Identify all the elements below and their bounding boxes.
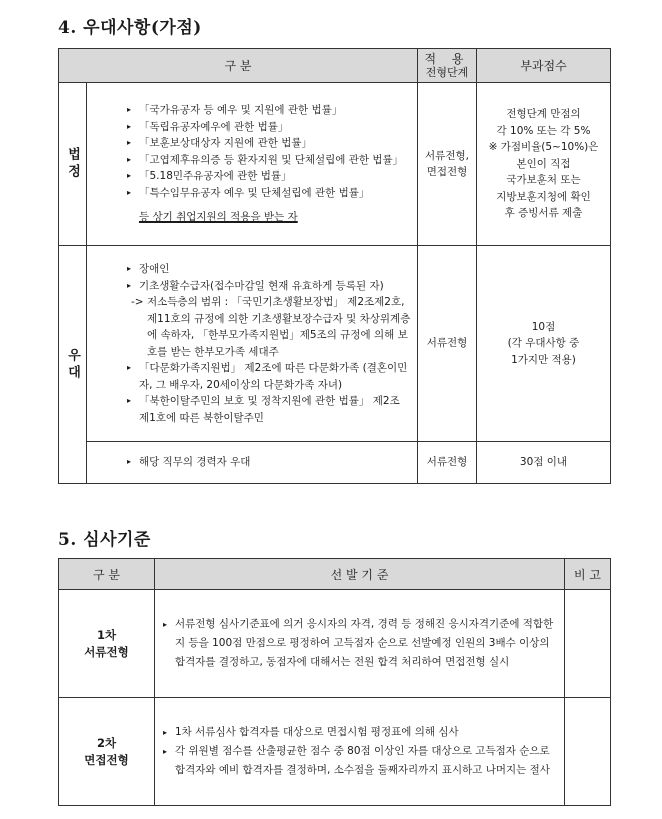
preferential-item: ▸ 「다문화가족지원법」 제2조에 따른 다문화가족 (결혼이민자, 그 배우자, 20세이상의 다문화가족 자녀)	[127, 360, 411, 393]
row2-label-line1: 2차	[96, 735, 117, 750]
header-stage-line2: 전형단계	[425, 65, 469, 79]
legal-points-cell	[477, 83, 611, 246]
arrow-icon: ->	[131, 296, 144, 308]
legal-label-cell	[59, 83, 87, 246]
legal-item: ▸ 「독립유공자예우에 관한 법률」	[127, 119, 409, 136]
legal-list	[127, 102, 409, 201]
header-category: 구 분	[59, 49, 418, 83]
legal-points-line: 국가보훈처 또는	[506, 174, 581, 187]
preference-table	[58, 48, 611, 484]
preferential-item: ▸ 기초생활수급자(접수마감일 현재 유효하게 등록된 자)	[127, 278, 411, 295]
row1-label-line2: 서류전형	[84, 644, 129, 659]
row1-criteria-list	[163, 615, 554, 672]
legal-points-line: 후 증빙서류 제출	[504, 207, 583, 220]
legal-item: ▸ 「보훈보상대상자 지원에 관한 법률」	[127, 135, 409, 152]
legal-items-cell	[87, 83, 418, 246]
preferential-label-cell	[59, 246, 87, 484]
legal-label: 법정	[65, 147, 80, 181]
row2-label-cell	[59, 698, 155, 806]
row2-criteria-list	[163, 723, 554, 780]
criteria-header-remarks: 비 고	[565, 559, 611, 590]
career-list	[127, 454, 411, 471]
criteria-item: ▸ 각 위원별 점수를 산출평균한 점수 중 80점 이상인 자를 대상으로 고득점자 순으로 합격자와 예비 합격자를 결정하며, 소수점을 둘째자리까지 표시하고 나머지는 절사	[163, 742, 554, 780]
career-item: ▸ 해당 직무의 경력자 우대	[127, 454, 411, 471]
career-cell	[87, 442, 418, 484]
legal-footer: 등 상기 취업지원의 적용을 받는 자	[139, 211, 298, 224]
row1-remarks-cell	[565, 590, 611, 698]
legal-item: ▸ 「특수임무유공자 예우 및 단체설립에 관한 법률」	[127, 185, 409, 202]
criteria-item: ▸ 1차 서류심사 합격자를 대상으로 면접시험 평정표에 의해 심사	[163, 723, 554, 742]
preferential-stage-cell: 서류전형	[418, 246, 477, 442]
legal-item: ▸ 「고엽제후유의증 등 환자지원 및 단체설립에 관한 법률」	[127, 152, 409, 169]
section4-title: 4. 우대사항(가점)	[58, 18, 202, 38]
legal-points-line: 지방보훈지청에 확인	[496, 190, 591, 203]
preferential-points-line: 10점	[531, 320, 556, 333]
row1-criteria-cell	[155, 590, 565, 698]
criteria-item: ▸ 서류전형 심사기준표에 의거 응시자의 자격, 경력 등 정해진 응시자격기준에 적합한지 등을 100점 만점으로 평정하여 고득점자 순으로 선발예정 인원의 3배수 이상의 합격자를 결정하고, 동점자에 대해서는 전원 합격 처리하여 면접전형 실시	[163, 615, 554, 672]
legal-points-line: 본인이 직접	[516, 157, 571, 170]
preferential-points-line: (각 우대사항 중	[507, 337, 580, 350]
preferential-item: ▸ 장애인	[127, 261, 411, 278]
criteria-header-criteria: 선 발 기 준	[155, 559, 565, 590]
criteria-table	[58, 558, 611, 806]
header-stage-line1: 적 용	[424, 51, 470, 66]
row2-label-line2: 면접전형	[84, 752, 129, 767]
preferential-list	[127, 261, 411, 294]
preferential-items-cell	[87, 246, 418, 442]
legal-item: ▸ 「5.18민주유공자에 관한 법률」	[127, 168, 409, 185]
legal-points-line: 각 10% 또는 각 5%	[496, 124, 591, 137]
legal-points-line: 전형단계 만점의	[506, 108, 581, 121]
preferential-sub	[127, 294, 411, 360]
preferential-item: ▸ 「북한이탈주민의 보호 및 정착지원에 관한 법률」 제2조 제1호에 따른 북한이탈주민	[127, 393, 411, 426]
row2-remarks-cell	[565, 698, 611, 806]
row1-label-line1: 1차	[96, 627, 117, 642]
section5-title: 5. 심사기준	[58, 530, 151, 550]
preferential-points-cell	[477, 246, 611, 442]
row2-criteria-cell	[155, 698, 565, 806]
career-points-cell: 30점 이내	[477, 442, 611, 484]
preferential-points-line: 1가지만 적용)	[511, 353, 576, 366]
preferential-label: 우대	[65, 347, 80, 382]
header-stage	[418, 49, 477, 83]
preferential-sub-text: 저소득층의 범위 : 「국민기초생활보장법」 제2조제2호, 제11호의 규정에 의한 기초생활보장수급자 및 차상위계층에 속하자, 「한부모가족지원법」제5조의 규정에 의해 보호를 받는 한부모가족 세대주	[147, 296, 411, 358]
legal-stage-cell	[418, 83, 477, 246]
career-stage-cell: 서류전형	[418, 442, 477, 484]
row1-label-cell	[59, 590, 155, 698]
criteria-header-category: 구 분	[59, 559, 155, 590]
header-points: 부과점수	[477, 49, 611, 83]
legal-item: ▸ 「국가유공자 등 예우 및 지원에 관한 법률」	[127, 102, 409, 119]
preferential-list-2	[127, 360, 411, 426]
legal-stage-line1: 서류전형,	[425, 149, 469, 162]
legal-stage-line2: 면접전형	[426, 166, 468, 178]
legal-points-line: ※ 가점비율(5~10%)은	[488, 141, 599, 154]
